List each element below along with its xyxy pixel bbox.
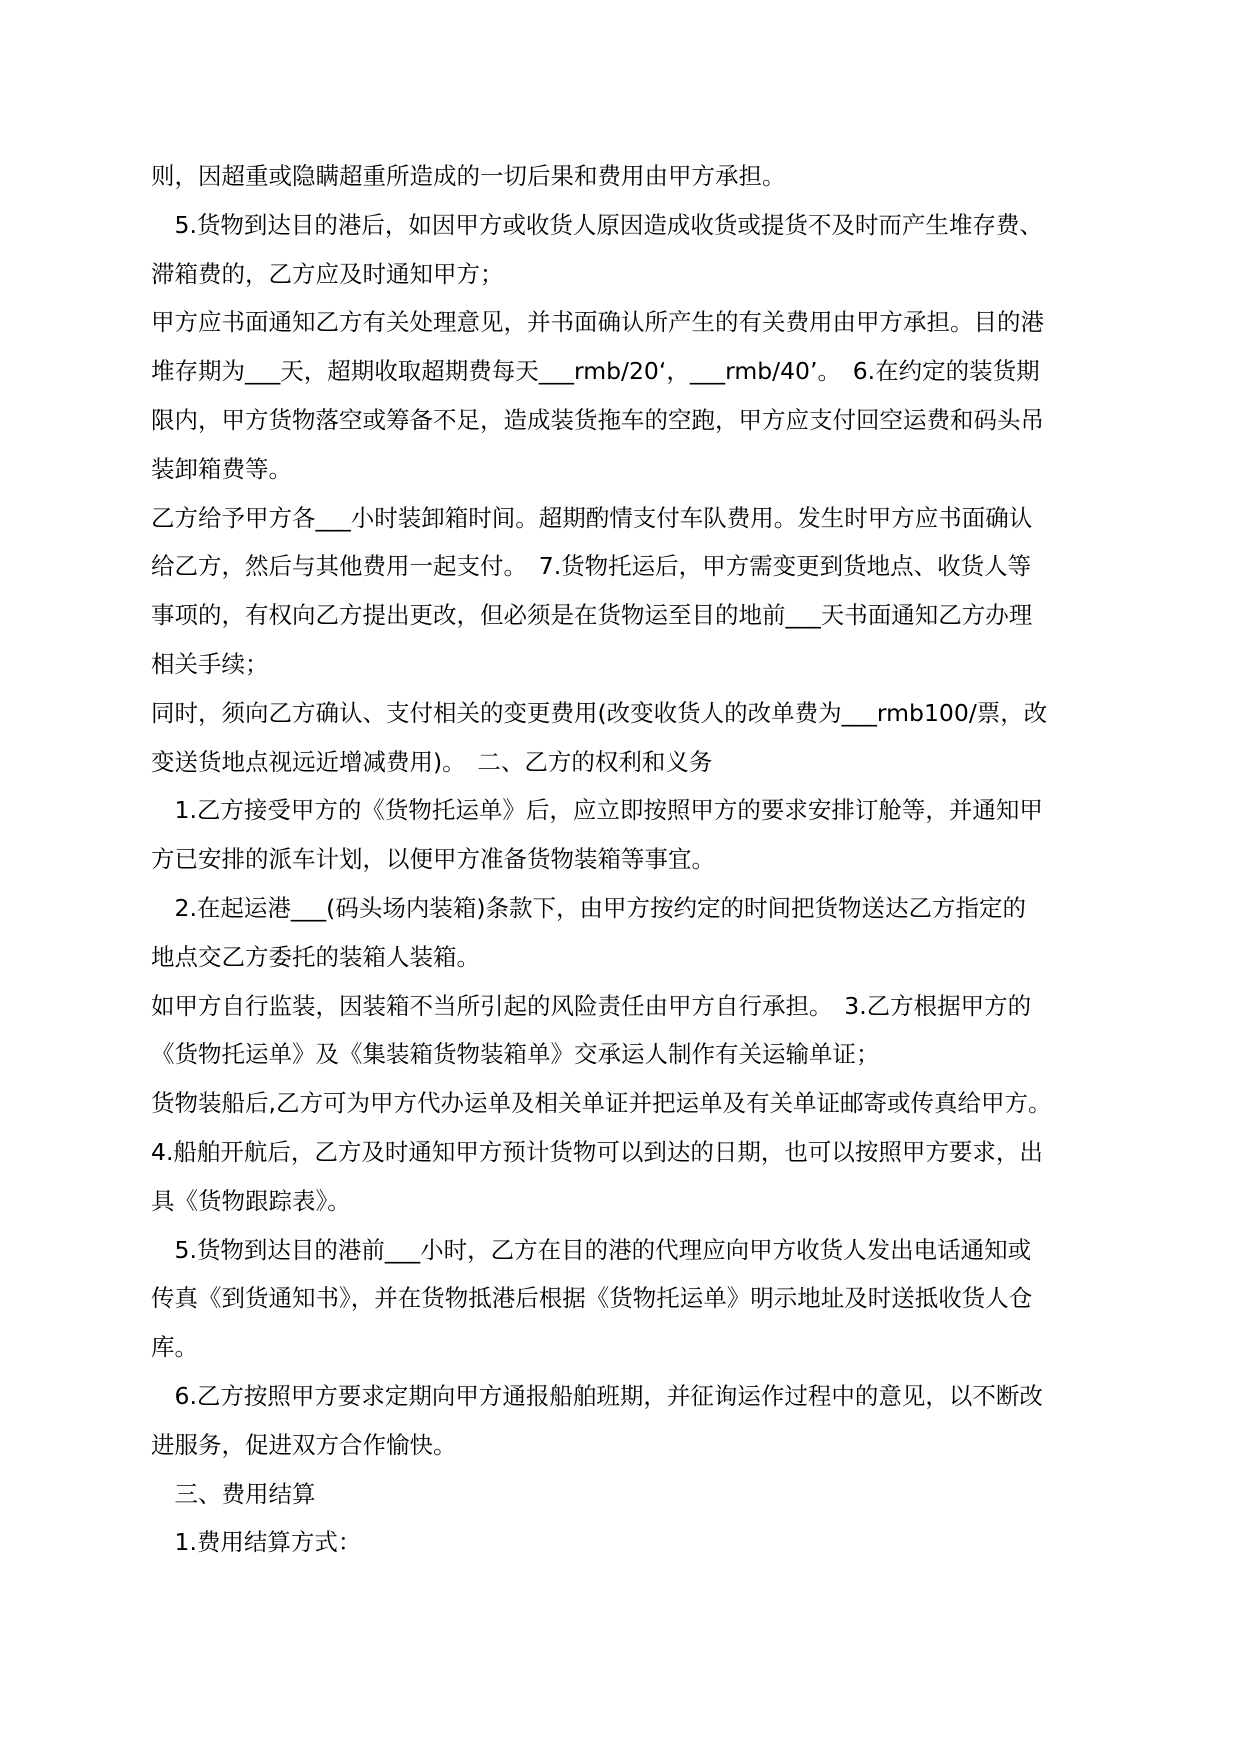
text-line: 相关手续；: [151, 649, 269, 678]
text-line: 滞箱费的，乙方应及时通知甲方；: [151, 259, 504, 288]
text-line: 进服务，促进双方合作愉快。: [151, 1430, 457, 1459]
text-line: 乙方给予甲方各___小时装卸箱时间。超期酌情支付车队费用。发生时甲方应书面确认: [151, 503, 1033, 532]
text-line: 4.船舶开航后，乙方及时通知甲方预计货物可以到达的日期，也可以按照甲方要求，出: [151, 1137, 1043, 1166]
text-line: 事项的，有权向乙方提出更改，但必须是在货物运至目的地前___天书面通知乙方办理: [151, 601, 1033, 630]
text-line: 2.在起运港___(码头场内装箱)条款下，由甲方按约定的时间把货物送达乙方指定的: [151, 893, 1027, 922]
text-line: 堆存期为___天，超期收取超期费每天___rmb/20‘，___rmb/40’。 6.在约定的装货期: [151, 357, 1040, 386]
text-line: 给乙方，然后与其他费用一起支付。 7.货物托运后，甲方需变更到货地点、收货人等: [151, 552, 1032, 581]
text-line: 传真《到货通知书》，并在货物抵港后根据《货物托运单》明示地址及时送抵收货人仓: [151, 1284, 1033, 1313]
text-line: 变送货地点视远近增减费用)。 二、乙方的权利和义务: [151, 747, 713, 776]
text-line: 则，因超重或隐瞒超重所造成的一切后果和费用由甲方承担。: [151, 162, 786, 190]
text-line: 6.乙方按照甲方要求定期向甲方通报船舶班期，并征询运作过程中的意见，以不断改: [151, 1381, 1043, 1410]
text-line: 甲方应书面通知乙方有关处理意见，并书面确认所产生的有关费用由甲方承担。目的港: [151, 308, 1044, 337]
text-line: 方已安排的派车计划，以便甲方准备货物装箱等事宜。: [151, 845, 715, 874]
text-line: 5.货物到达目的港前___小时，乙方在目的港的代理应向甲方收货人发出电话通知或: [151, 1235, 1032, 1264]
text-line: 限内，甲方货物落空或筹备不足，造成装货拖车的空跑，甲方应支付回空运费和码头吊: [151, 405, 1044, 434]
text-line: 三、费用结算: [151, 1479, 316, 1508]
text-line: 1.费用结算方式：: [151, 1528, 362, 1557]
text-line: 货物装船后,乙方可为甲方代办运单及相关单证并把运单及有关单证邮寄或传真给甲方。: [151, 1089, 1052, 1118]
text-line: 装卸箱费等。: [151, 454, 292, 483]
text-line: 1.乙方接受甲方的《货物托运单》后，应立即按照甲方的要求安排订舱等，并通知甲: [151, 796, 1043, 825]
text-line: 具《货物跟踪表》。: [151, 1186, 351, 1215]
text-line: 库。: [151, 1333, 198, 1362]
text-line: 如甲方自行监装，因装箱不当所引起的风险责任由甲方自行承担。 3.乙方根据甲方的: [151, 991, 1032, 1020]
contract-text-body: [151, 152, 1091, 1567]
text-line: 5.货物到达目的港后，如因甲方或收货人原因造成收货或提货不及时而产生堆存费、: [151, 210, 1043, 239]
text-line: 《货物托运单》及《集装箱货物装箱单》交承运人制作有关运输单证；: [151, 1040, 880, 1069]
text-line: 同时，须向乙方确认、支付相关的变更费用(改变收货人的改单费为___rmb100/票，改: [151, 698, 1048, 727]
text-line: 地点交乙方委托的装箱人装箱。: [151, 942, 480, 971]
